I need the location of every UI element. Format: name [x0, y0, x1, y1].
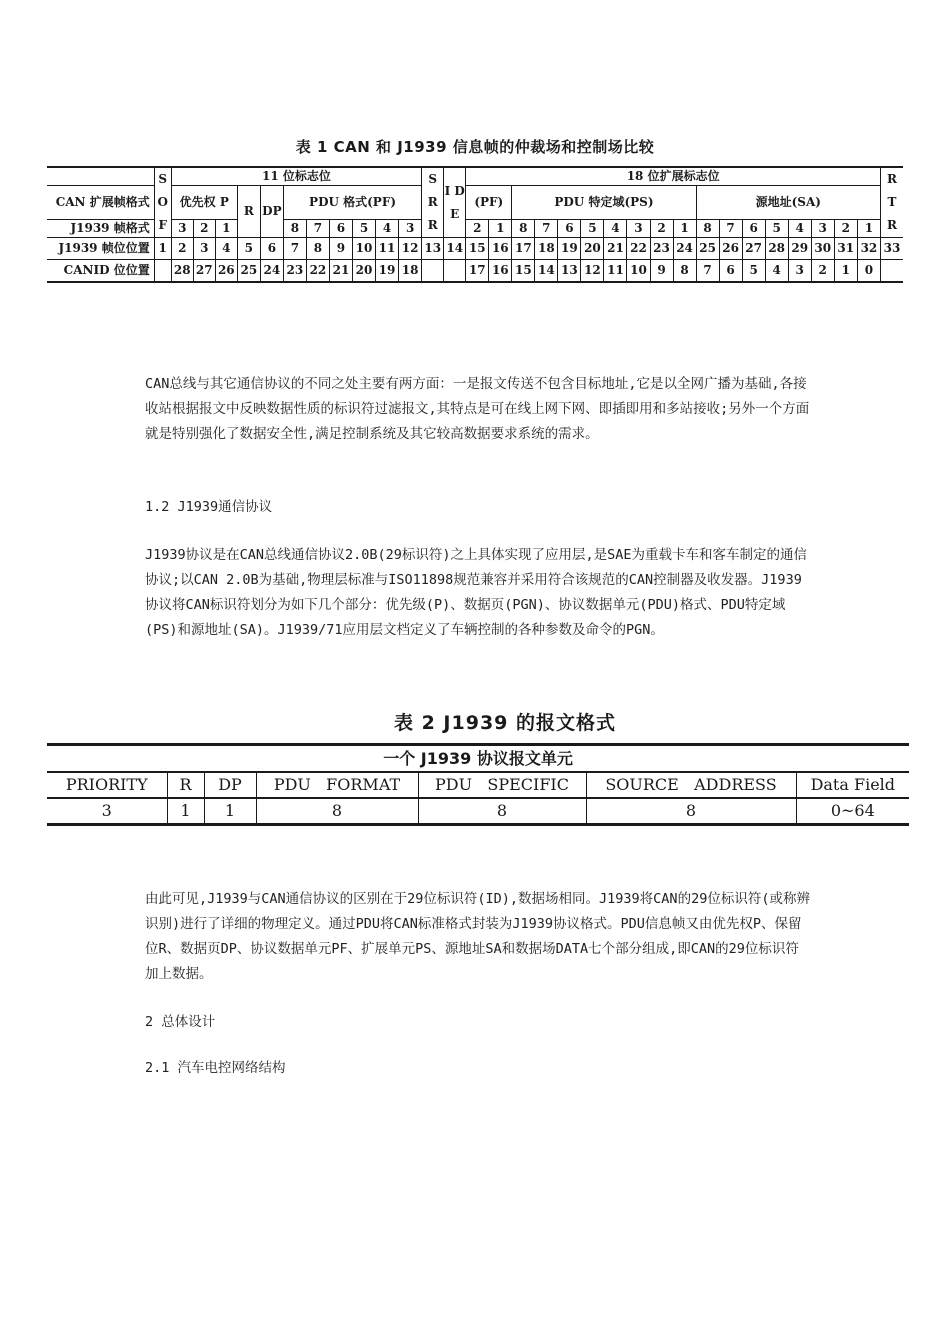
canid-bit-position: 28 — [171, 260, 193, 283]
j1939-bit-position: 11 — [376, 238, 399, 260]
bit-label: 2 — [466, 220, 489, 238]
bit-label: 5 — [581, 220, 604, 238]
j1939-bit-position: 2 — [171, 238, 193, 260]
canid-bit-position: 8 — [673, 260, 696, 283]
bit-label: 1 — [215, 220, 237, 238]
j1939-bit-position: 21 — [604, 238, 627, 260]
sof-cell: S O F — [154, 167, 171, 238]
j1939-bit-position: 23 — [650, 238, 673, 260]
j1939-bit-position: 27 — [742, 238, 765, 260]
pf-short-header: (PF) — [466, 186, 512, 220]
paragraph-j1939-protocol: J1939协议是在CAN总线通信协议2.0B(29标识符)之上具体实现了应用层,是SAE为重载卡车和客车制定的通信协议;以CAN 2.0B为基础,物理层标准与ISO11898规范兼容并采用符合该规范的CAN控制器及收发器。J1939协议将CAN标识符划分为如下几个部分：优先级(P)、数据页(PGN)、协议数据单元(PDU)格式、PDU特定域(PS)和源地址(SA)。J1939/71应用层文档定义了车辆控制的各种参数及命令的PGN。 — [145, 547, 808, 638]
canid-bit-position: 24 — [260, 260, 283, 283]
rtr-cell: R T R — [881, 167, 903, 238]
canid-bit-position: 18 — [399, 260, 422, 283]
field-header: PRIORITY — [47, 772, 167, 798]
j1939-bit-position: 1 — [154, 238, 171, 260]
j1939-message-format-table — [47, 743, 909, 826]
bit-label: 5 — [352, 220, 375, 238]
j1939-bit-position: 29 — [788, 238, 811, 260]
j1939-bit-position: 10 — [352, 238, 375, 260]
can-j1939-comparison-table — [47, 166, 903, 283]
canid-bit-position: 20 — [352, 260, 375, 283]
canid-bit-position: 15 — [512, 260, 535, 283]
bit-label: 8 — [512, 220, 535, 238]
bit-label: 1 — [673, 220, 696, 238]
canid-bit-position: 5 — [742, 260, 765, 283]
ps-header: PDU 特定域(PS) — [512, 186, 696, 220]
field-bit-length: 8 — [586, 798, 796, 825]
row-label-j1939-pos: J1939 帧位位置 — [47, 238, 154, 260]
bit-label: 2 — [193, 220, 215, 238]
bit-label: 3 — [627, 220, 650, 238]
j1939-bit-position: 5 — [237, 238, 260, 260]
canid-bit-position: 6 — [719, 260, 742, 283]
canid-bit-position: 14 — [535, 260, 558, 283]
canid-bit-position: 16 — [489, 260, 512, 283]
bit-label: 2 — [650, 220, 673, 238]
canid-bit-position — [881, 260, 903, 283]
heading-2: 2 总体设计 — [145, 1014, 216, 1030]
row-label-j1939-fmt: J1939 帧格式 — [47, 220, 154, 238]
j1939-bit-position: 12 — [399, 238, 422, 260]
field-header: PDU SPECIFIC — [418, 772, 586, 798]
priority-header: 优先权 P — [171, 186, 237, 220]
field-bit-length: 8 — [418, 798, 586, 825]
srr-cell: S R R — [422, 167, 444, 238]
j1939-bit-position: 30 — [811, 238, 834, 260]
field-bit-length: 1 — [167, 798, 204, 825]
table2-title: 表 2 J1939 的报文格式 — [393, 712, 616, 734]
bit-label: 3 — [399, 220, 422, 238]
pf-header: PDU 格式(PF) — [283, 186, 421, 220]
bit-label: 3 — [811, 220, 834, 238]
j1939-bit-position: 24 — [673, 238, 696, 260]
bit-label: 1 — [489, 220, 512, 238]
heading-1-2: 1.2 J1939通信协议 — [145, 499, 273, 515]
canid-bit-position: 27 — [193, 260, 215, 283]
bit-label: 1 — [857, 220, 880, 238]
canid-bit-position: 1 — [834, 260, 857, 283]
j1939-bit-position: 31 — [834, 238, 857, 260]
j1939-bit-position: 18 — [535, 238, 558, 260]
canid-bit-position: 13 — [558, 260, 581, 283]
j1939-bit-position: 32 — [857, 238, 880, 260]
bit-label: 7 — [535, 220, 558, 238]
r-header: R — [237, 186, 260, 238]
canid-bit-position — [444, 260, 466, 283]
j1939-bit-position: 17 — [512, 238, 535, 260]
bit-label: 6 — [558, 220, 581, 238]
11-bit-id-header: 11 位标志位 — [171, 167, 421, 186]
j1939-bit-position: 22 — [627, 238, 650, 260]
j1939-bit-position: 16 — [489, 238, 512, 260]
bit-label: 6 — [329, 220, 352, 238]
bit-label: 7 — [306, 220, 329, 238]
j1939-bit-position: 20 — [581, 238, 604, 260]
canid-bit-position — [422, 260, 444, 283]
j1939-bit-position: 28 — [765, 238, 788, 260]
heading-2-1: 2.1 汽车电控网络结构 — [145, 1060, 286, 1076]
canid-bit-position: 21 — [329, 260, 352, 283]
field-bit-length: 8 — [256, 798, 418, 825]
canid-bit-position: 7 — [696, 260, 719, 283]
j1939-bit-position: 33 — [881, 238, 903, 260]
corner-cell — [47, 167, 154, 186]
j1939-bit-position: 4 — [215, 238, 237, 260]
canid-bit-position: 25 — [237, 260, 260, 283]
canid-bit-position: 12 — [581, 260, 604, 283]
bit-label: 2 — [834, 220, 857, 238]
canid-bit-position — [154, 260, 171, 283]
bit-label: 6 — [742, 220, 765, 238]
canid-bit-position: 26 — [215, 260, 237, 283]
dp-header: DP — [260, 186, 283, 238]
message-unit-header: 一个 J1939 协议报文单元 — [47, 745, 909, 773]
bit-label: 8 — [283, 220, 306, 238]
row-label-canid-pos: CANID 位位置 — [47, 260, 154, 283]
field-header: Data Field — [796, 772, 909, 798]
j1939-bit-position: 7 — [283, 238, 306, 260]
sa-header: 源地址(SA) — [696, 186, 880, 220]
j1939-bit-position: 15 — [466, 238, 489, 260]
j1939-bit-position: 25 — [696, 238, 719, 260]
canid-bit-position: 22 — [306, 260, 329, 283]
j1939-bit-position: 14 — [444, 238, 466, 260]
canid-bit-position: 11 — [604, 260, 627, 283]
canid-bit-position: 10 — [627, 260, 650, 283]
row-label-can-ext: CAN 扩展帧格式 — [47, 186, 154, 220]
field-header: DP — [204, 772, 256, 798]
bit-label: 4 — [788, 220, 811, 238]
field-header: SOURCE ADDRESS — [586, 772, 796, 798]
j1939-bit-position: 3 — [193, 238, 215, 260]
ide-cell: I D E — [444, 167, 466, 238]
j1939-bit-position: 26 — [719, 238, 742, 260]
canid-bit-position: 9 — [650, 260, 673, 283]
paragraph-can-features: CAN总线与其它通信协议的不同之处主要有两方面：一是报文传送不包含目标地址,它是以全网广播为基础,各接收站根据报文中反映数据性质的标识符过滤报文,其特点是可在线上网下网、即插即用和多站接收;另外一个方面就是特别强化了数据安全性,满足控制系统及其它较高数据要求系统的需求。 — [145, 376, 810, 442]
bit-label: 7 — [719, 220, 742, 238]
canid-bit-position: 4 — [765, 260, 788, 283]
bit-label: 8 — [696, 220, 719, 238]
field-header: R — [167, 772, 204, 798]
bit-label: 4 — [604, 220, 627, 238]
canid-bit-position: 17 — [466, 260, 489, 283]
j1939-bit-position: 8 — [306, 238, 329, 260]
canid-bit-position: 3 — [788, 260, 811, 283]
18-bit-ext-header: 18 位扩展标志位 — [466, 167, 881, 186]
field-bit-length: 1 — [204, 798, 256, 825]
bit-label: 4 — [376, 220, 399, 238]
bit-label: 3 — [171, 220, 193, 238]
j1939-bit-position: 19 — [558, 238, 581, 260]
paragraph-j1939-vs-can: 由此可见,J1939与CAN通信协议的区别在于29位标识符(ID),数据场相同。J1939将CAN的29位标识符(或称辨识别)进行了详细的物理定义。通过PDU将CAN标准格式封装为J1939协议格式。PDU信息帧又由优先权P、保留位R、数据页DP、协议数据单元PF、扩展单元PS、源地址SA和数据场DATA七个部分组成,即CAN的29位标识符加上数据。 — [145, 891, 810, 982]
j1939-bit-position: 13 — [422, 238, 444, 260]
field-bit-length: 0~64 — [796, 798, 909, 825]
bit-label: 5 — [765, 220, 788, 238]
field-header: PDU FORMAT — [256, 772, 418, 798]
canid-bit-position: 23 — [283, 260, 306, 283]
table1-title: 表 1 CAN 和 J1939 信息帧的仲裁场和控制场比较 — [295, 138, 655, 156]
canid-bit-position: 2 — [811, 260, 834, 283]
canid-bit-position: 0 — [857, 260, 880, 283]
j1939-bit-position: 9 — [329, 238, 352, 260]
canid-bit-position: 19 — [376, 260, 399, 283]
field-bit-length: 3 — [47, 798, 167, 825]
j1939-bit-position: 6 — [260, 238, 283, 260]
